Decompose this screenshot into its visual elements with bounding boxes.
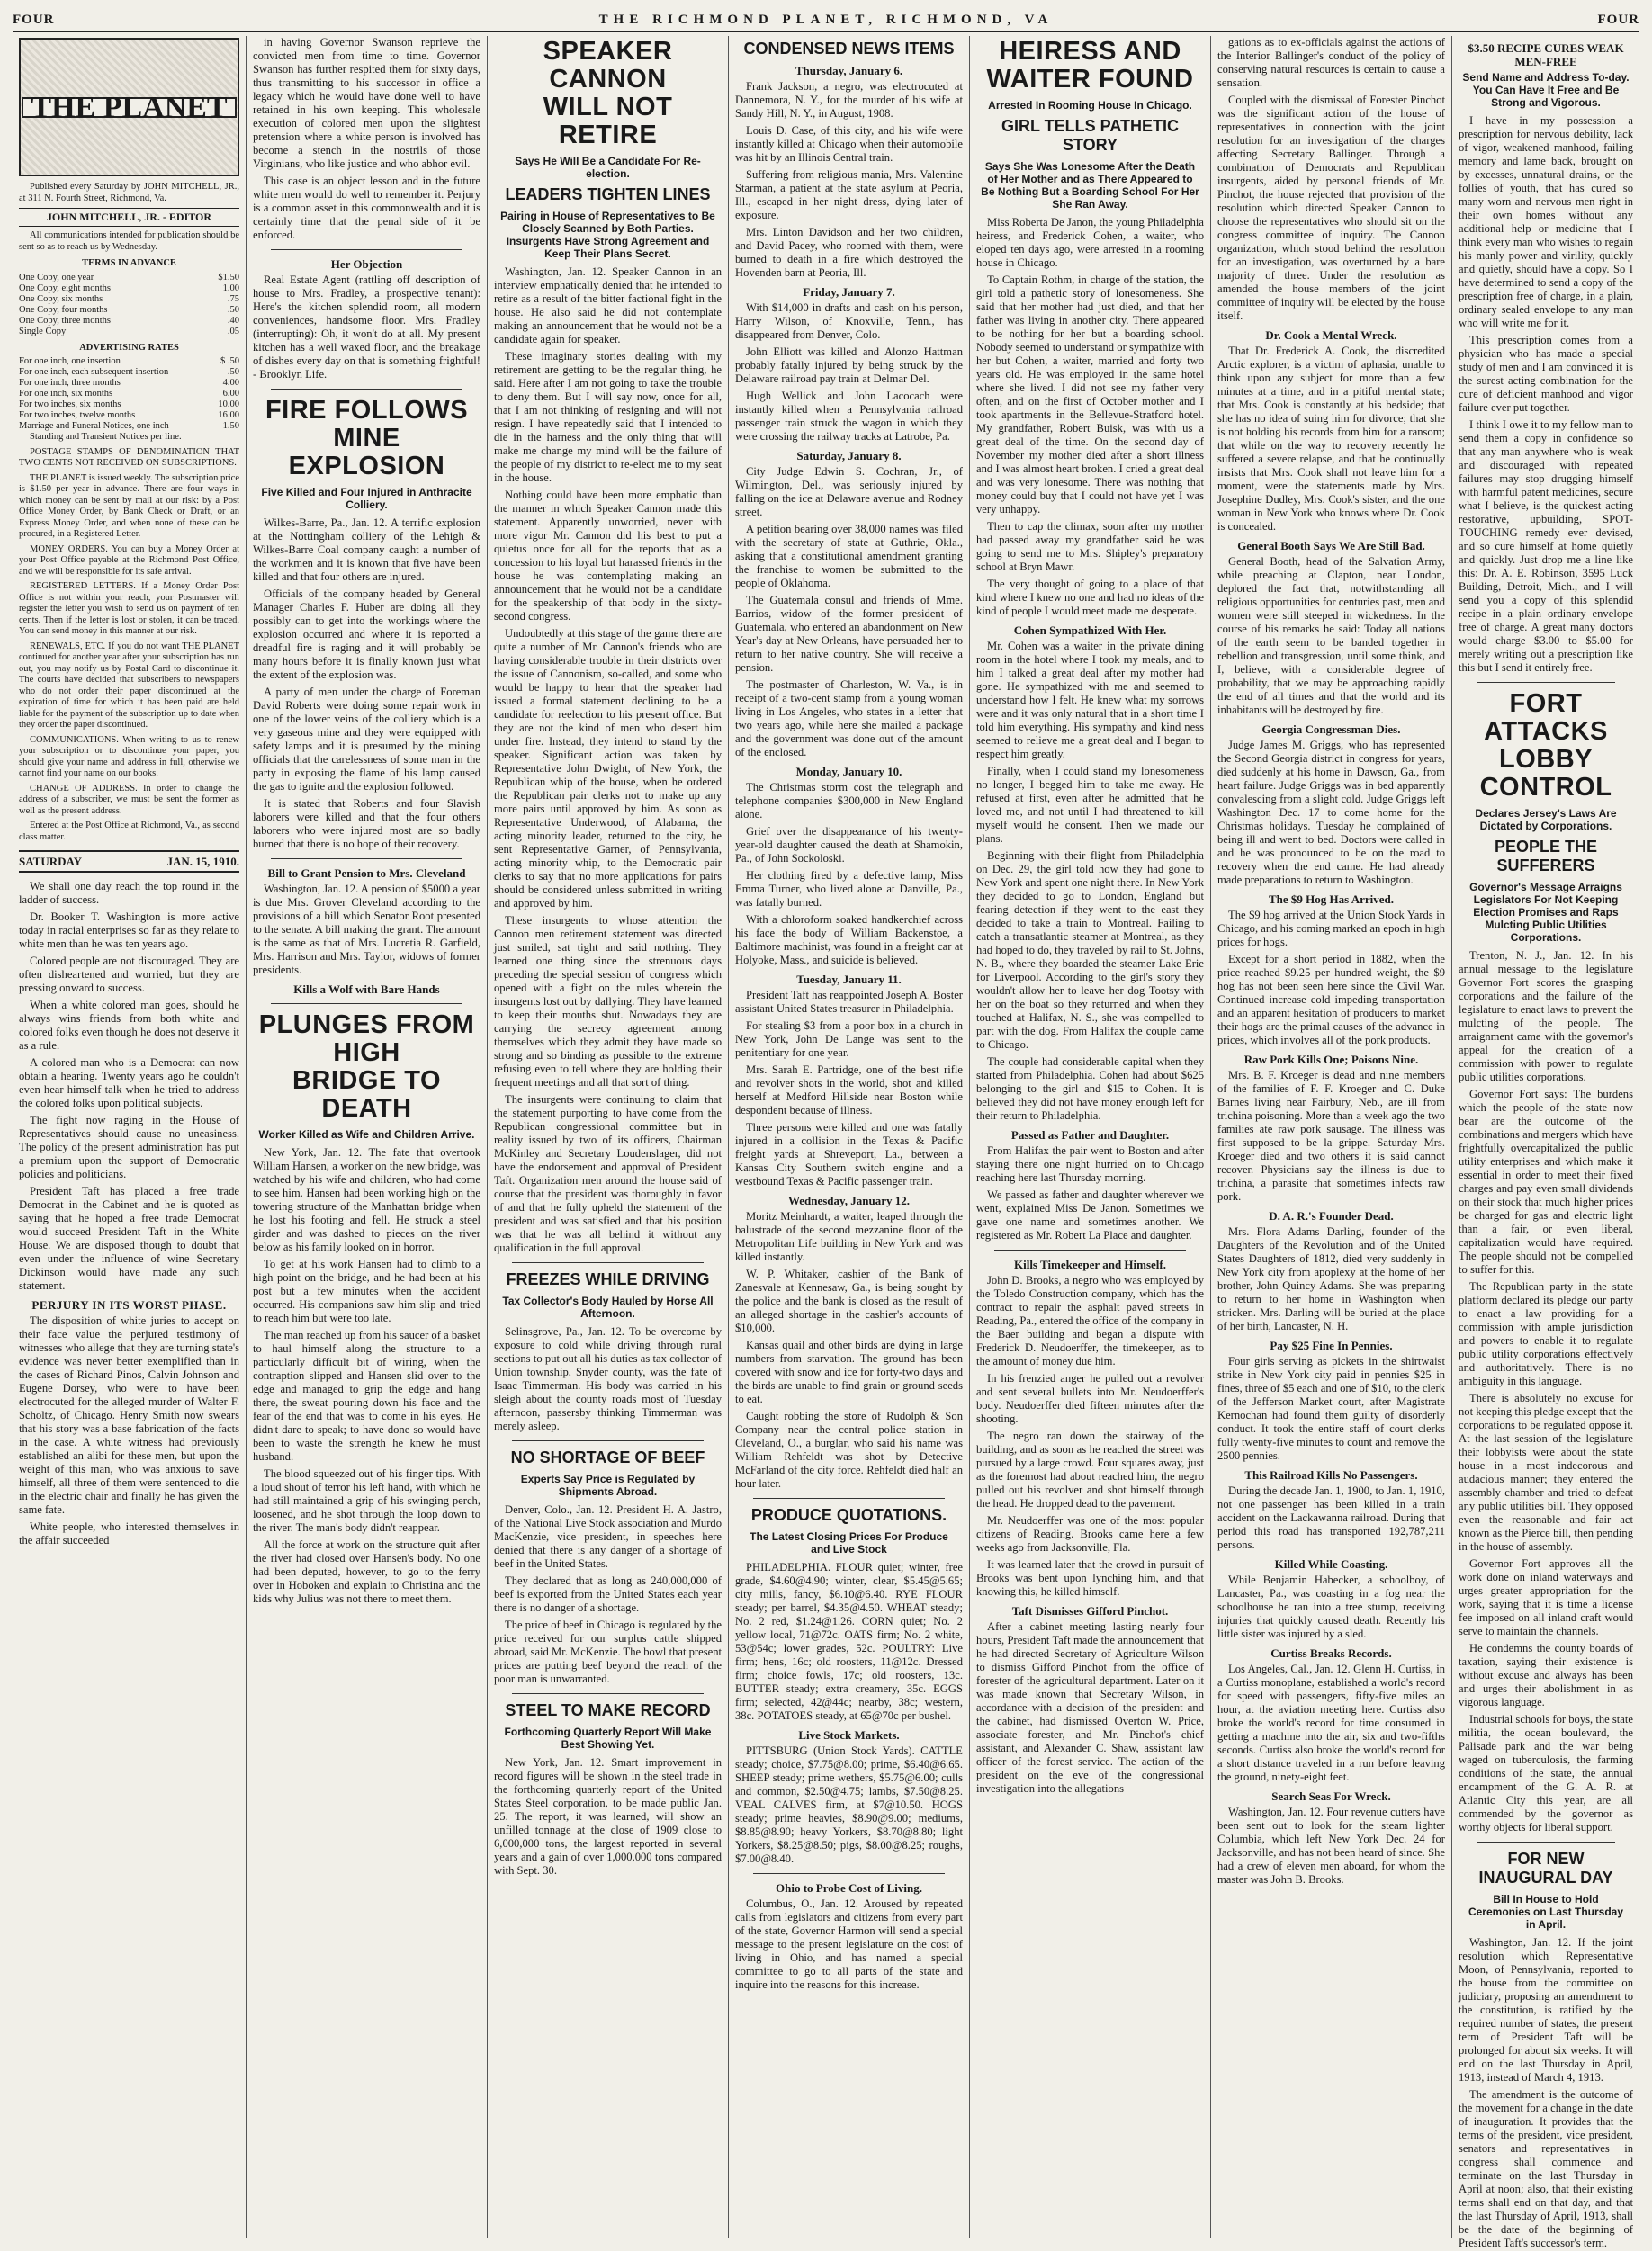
news-item: Grief over the disappearance of his twenty-year-old daughter caused the death at Shamokin, Pa., of John Sockoloski. [735, 825, 963, 865]
recipe-ad-headline: $3.50 RECIPE CURES WEAK MEN-FREE [1468, 41, 1624, 68]
page-number: FOUR [13, 12, 55, 27]
news-item: Three persons were killed and one was fatally injured in a collision in the Texas & Pacific freight yards at Shreveport, La., between a Kansas City Southern switch engine and a westbound Texas & Pacific passenger train. [735, 1121, 963, 1188]
terms-table [19, 273, 239, 337]
produce-deck: The Latest Closing Prices For Produce and Live Stock [750, 1530, 948, 1556]
fire-paragraph: It is stated that Roberts and four Slavish laborers were killed and that the four others laborers who were injured most are so badly burned that there is no hope of their recovery. [253, 797, 480, 850]
news-item: Her clothing fired by a defective lamp, Miss Emma Turner, who lived alone at Danville, Pa., was fatally burned. [735, 869, 963, 909]
recipe-ad-paragraph: I think I owe it to my fellow man to send them a copy in confidence so that any man anywhere who is weak and discouraged with repeated failures may stop drugging himself with harmful patent medicines, secure what I believe, is the quickest acting restorative, upbuilding, SPOT-TOUCHING remedy ever devised, and so cure himself at home quietly and quickly. Just drop me a line like this: Dr. A. E. Robinson, 3595 Luck Building, Detroit, Mich., and I will send you a copy of this splendid recipe in a plain ordinary envelope free of charge. A great many doctors would charge $3.00 to $5.00 for merely writing out a prescription like this but I send it entirely free. [1459, 418, 1633, 674]
cohen-paragraph: Mr. Cohen was a waiter in the private dining room in the hotel where I took my meals, and to him I talked a great deal after my mother had gone. He sympathized with me and seemed to understand how I felt. He knew what my sorrows were and it was only natural that in a short time I told him everything. His sympathy and kind ness seemed to relieve me a great deal and I began to respect him greatly. [976, 640, 1204, 760]
subscription-notice: THE PLANET is issued weekly. The subscription price is $1.50 per year in advance. There are four ways in which money can be sent by mail at our risk: by a Post Office Money Order, by Bank Check or Draft, or an Express Money Order, and when none of these can be procured, in a Registered Letter. [19, 472, 239, 539]
column-4 [729, 36, 970, 2238]
booth-text: General Booth, head of the Salvation Army, while preaching at Clapton, near London, deplored the fact that, notwithstanding all religious opportunities for centuries past, men and women were still steeped in wickedness. In the course of his remarks he said: Today all nations of the earth seem to be banded together in rebellion and transgression, until some think, and I, believe, with a considerable degree of probability, that we may be approaching rapidly the end of all times and that the world and its inhabitants will be destroyed by fire. [1217, 555, 1445, 716]
fort-paragraph: Governor Fort approves all the work done on inland waterways and urges greater appropriation for the work, saying that it is time a license fee imposed on all inland craft would serve to maintain the channels. [1459, 1557, 1633, 1637]
pathetic-story-deck: Says She Was Lonesome After the Death of Her Mother and as There Appeared to Be Nothing But a Boarding School For Her She Ran Away. [981, 160, 1199, 211]
ohio-text: Columbus, O., Jan. 12. Aroused by repeated calls from legislators and citizens from every part of the state, Governor Harmon will send a special message to the present legislature on the cost of living in Ohio, and has named a special committee to go to all parts of the state and inquire into the reasons for this increase. [735, 1897, 963, 1991]
heiress-deck: Arrested In Rooming House In Chicago. [988, 99, 1192, 112]
leaders-deck: Pairing in House of Representatives to Be Closely Scanned by Both Parties. Insurgents Have Strong Agreement and Keep Their Plans Secret. [500, 210, 715, 260]
editorial-paragraph: The fight now raging in the House of Representatives should cause no uneasiness. The policy of the present administration has put a premium upon the support of Democratic policies and politicians. [19, 1114, 239, 1180]
condensed-news-headline: CONDENSED NEWS ITEMS [743, 40, 955, 58]
divider [271, 389, 462, 390]
beef-paragraph: The price of beef in Chicago is regulated by the price received for our surplus cattle shipped abroad, said Mr. McKenzie. The bowl that present prices are putting beef beyond the reach of the poor man is unwarranted. [494, 1619, 722, 1685]
timekeeper-paragraph: The negro ran down the stairway of the building, and as soon as he reached the street was pursued by a large crowd. Four squares away, just as the foremost had about reached him, the negro pulled out his revolver and shot himself through the head. He dropped dead to the pavement. [976, 1430, 1204, 1510]
cook-text: That Dr. Frederick A. Cook, the discredited Arctic explorer, is a victim of aphasia, unable to think upon any subject for more than a few minutes at a time, and in a pitiful mental state; that Mrs. Cook is constantly at his bedside; that she has no idea of suing him for divorce; that she is not holding his records from him for a ransom; that while on the way to recovery recently he suffered a severe relapse, and that he continually insists that Mrs. Cook shall not leave him for a moment, were the statements made by Mrs. Josephine Dudley, Mrs. Cook's sister, and the one woman in New York who knows where Dr. Cook is concealed. [1217, 345, 1445, 533]
stamps-notice: POSTAGE STAMPS OF DENOMINATION THAT TWO CENTS NOT RECEIVED ON SUBSCRIPTIONS. [19, 446, 239, 468]
column-7 [1452, 36, 1639, 2249]
news-item: President Taft has reappointed Joseph A. Boster assistant United States treasurer in Philadelphia. [735, 989, 963, 1015]
plunge-paragraph: New York, Jan. 12. The fate that overtook William Hansen, a worker on the new bridge, was watched by his wife and children, who had come to see him. Hansen had been working high on the towering structure of the Manhattan bridge when he lost his footing and fell. He struck a steel girder and was dashed to pieces on the river below as his family looked on in horror. [253, 1146, 480, 1253]
booth-headline: General Booth Says We Are Still Bad. [1237, 539, 1425, 552]
divider [512, 1440, 704, 1441]
editorial-paragraph: We shall one day reach the top round in the ladder of success. [19, 880, 239, 906]
divider [753, 1498, 945, 1499]
news-item: The Christmas storm cost the telegraph and telephone companies $300,000 in New England alone. [735, 781, 963, 821]
editorial-paragraph: Dr. Booker T. Washington is more active today in racial enterprises so far as they relate to white men than he was ten years ago. [19, 910, 239, 950]
ads-title: ADVERTISING RATES [79, 342, 179, 353]
news-item: John Elliott was killed and Alonzo Hattman probably fatally injured by being struck by the Delaware railroad pay train at Delmar Del. [735, 345, 963, 385]
fire-deck: Five Killed and Four Injured in Anthracite Colliery. [261, 486, 472, 511]
issue-date: JAN. 15, 1910. [166, 855, 239, 868]
divider [512, 1262, 704, 1263]
editor-line: JOHN MITCHELL, JR. - EDITOR [19, 208, 239, 227]
terms-row: One Copy, eight months 1.00 [19, 282, 239, 293]
georgia-text: Judge James M. Griggs, who has represented the Second Georgia district in congress for years, died suddenly at his home in Dawson, Ga., from heart failure. Judge Griggs was in bed apparently convalescing from a slight cold. Judge Griggs left Washington Dec. 17 to come home for the Christmas holidays. Tuesday he complained of being ill and went to bed. Doctors were called in and he was pronounced to be on the road to recovery when the end came. He had already made preparations to return to Washington. [1217, 739, 1445, 886]
hog-paragraph: Except for a short period in 1882, when the price reached $9.25 per hundred weight, the $9 hog has not been seen here since the Civil War. Continued increase cold impeding transportation and an apparent hesitation of producers to market their hogs are the primal causes of the advance in prices, which involves all of the pork products. [1217, 953, 1445, 1046]
ads-row: For one inch, each subsequent insertion .50 [19, 367, 239, 377]
pension-headline: Bill to Grant Pension to Mrs. Cleveland [267, 866, 466, 880]
masthead [13, 9, 1639, 32]
heiress-headline: HEIRESS AND WAITER FOUND [986, 37, 1194, 94]
beef-paragraph: Denver, Colo., Jan. 12. President H. A. Jastro, of the National Live Stock association and Murdo MacKenzie, vice president, in speeches here denied that there is any danger of a shortage of beef in the United States. [494, 1503, 722, 1570]
produce-text: PHILADELPHIA. FLOUR quiet; winter, free grade, $4.60@4.90; winter, clear, $5.45@5.65; city mills, fancy, $6.10@6.40. RYE FLOUR steady; per barrel, $4.35@4.50. WHEAT steady; No. 2 red, $1.24@1.26. CORN quiet; No. 2 yellow local, 71@72c. OATS firm; No. 2 white, 53@54c; lower grades, 52c. POULTRY: Live firm; hens, 16c; old roosters, 11@12c. Dressed firm; choice fowls, 17c; old roosters, 13c. BUTTER steady; extra creamery, 35c. EGGS firm; selected, 42@44c; nearby, 38c; western, 38c. POTATOES steady, at 65@70c per bushel. [735, 1561, 963, 1722]
column-3 [488, 36, 729, 2238]
cannon-deck: Says He Will Be a Candidate For Re-election. [515, 155, 701, 180]
news-item: Kansas quail and other birds are dying in large numbers from starvation. The ground has been covered with snow and ice for forty-two days and the birds are unable to find grain or ground seeds to eat. [735, 1339, 963, 1405]
cannon-paragraph: The insurgents were continuing to claim that the statement purporting to have come from the Republican congressional committee but in reality issued by two of its officers, Chairman McKinley and Secretary Loudenslager, did not have the endorsement and approval of President Taft. Organization men around the house said of course that the president was thoroughly in favor of and that he fully upheld the statement of the president and was satisfied and that his position was that he was all behind it without any qualification in the full approval. [494, 1093, 722, 1254]
pathetic-story-headline: GIRL TELLS PATHETIC STORY [1001, 117, 1179, 154]
beef-deck: Experts Say Price is Regulated by Shipments Abroad. [520, 1473, 696, 1498]
day-heading: Saturday, January 8. [796, 449, 902, 462]
communications-notice: COMMUNICATIONS. When writing to us to renew your subscription or to discontinue your paper, you should give your name and address in full, otherwise we cannot find your name on our books. [19, 734, 239, 778]
ads-table [19, 356, 239, 432]
divider [271, 1003, 462, 1004]
news-item: With $14,000 in drafts and cash on his person, Harry Wilson, of Knoxville, Tenn., has disappeared from Denver, Colo. [735, 301, 963, 341]
plunge-paragraph: The blood squeezed out of his finger tips. With a loud shout of terror his left hand, with which he had still maintained a grip of his swinging perch, loosened, and he shot through the loop down to the river. The man's body didn't reappear. [253, 1467, 480, 1534]
inaugural-paragraph: Washington, Jan. 12. If the joint resolution which Representative Moon, of Pennsylvania, reported to the house from the committee on judiciary, proposing an amendment to the constitution, is ratified by the required number of states, the present term of President Taft will be prolonged for about six weeks. It will end on the last Thursday in April, 1913, instead of March 4, 1913. [1459, 1936, 1633, 2084]
georgia-headline: Georgia Congressman Dies. [1261, 722, 1401, 736]
freeze-text: Selinsgrove, Pa., Jan. 12. To be overcome by exposure to cold while driving through rural sections to put out all his duties as tax collector of Union township, Snyder county, was the fate of Isaac Timmerman. His body was carried in his sleigh about the county roads most of Tuesday afternoon, passersby thinking Timmerman was merely asleep. [494, 1325, 722, 1432]
day-heading: Monday, January 10. [795, 765, 902, 778]
fort-paragraph: Industrial schools for boys, the state militia, the ocean boulevard, the Palisade park and the war being waged on tuberculosis, the farming conditions of the state, the annual encampment of the G. A. R. at Atlantic City this year, are all commended by the governor as worthy objects for liberal support. [1459, 1713, 1633, 1834]
news-item: Suffering from religious mania, Mrs. Valentine Starman, a patient at the state asylum at Peoria, Ill., escaped in her night dress, dying later of exposure. [735, 168, 963, 221]
cohen-subhead: Cohen Sympathized With Her. [1013, 623, 1167, 637]
sufferers-deck: Governor's Message Arraigns Legislators For Not Keeping Election Promises and Raps Mulcting Public Utilities Corporations. [1469, 881, 1622, 944]
news-item: The postmaster of Charleston, W. Va., is in receipt of a two-cent stamp from a young woman living in Los Angeles, who states in a letter that two years ago, while here she mailed a package and the government was done out of the amount of the enclosed. [735, 678, 963, 758]
pennies-headline: Pay $25 Fine In Pennies. [1270, 1339, 1393, 1352]
fire-paragraph: Officials of the company headed by General Manager Charles F. Huber are doing all they possibly can to get into the workings where the explosion occurred and where it is reported a dreadful fire is raging and it will probably be many hours before it is finally known just what the extent of the explosion was. [253, 587, 480, 681]
column-6 [1211, 36, 1452, 2238]
coasting-text: While Benjamin Habecker, a schoolboy, of Lancaster, Pa., was coasting in a fog near the schoolhouse he ran into a tree stump, receiving injuries that quickly caused death. Recently his little sister was injured by a sled. [1217, 1574, 1445, 1640]
ads-row: Marriage and Funeral Notices, one inch 1.50 [19, 421, 239, 431]
registered-letters-notice: REGISTERED LETTERS. If a Money Order Post Office is not within your reach, your Postmaster will register the letter you wish to send us on payment of ten cents. Then if the letter is lost or stolen, it can be traced. You can send money in this manner at our risk. [19, 581, 239, 636]
column-2 [247, 36, 488, 2238]
inaugural-deck: Bill In House to Hold Ceremonies on Last Thursday in April. [1468, 1893, 1624, 1931]
cohen-paragraph: Beginning with their flight from Philadelphia on Dec. 29, the girl told how they had gone to New York and spent one night there. In New York they decided to go to London, England but fearing detection if they went to the east they decided to take a train to Montreal. Failing to catch a transatlantic steamer at Montreal, as they had hoped to do, they traveled by rail to St. Johns, N. B., where they boarded the steamer Lake Erie for Liverpool. According to the girl's story they wouldn't allow her to leave her dog Tootsy with her on the boat so they returned and when they touched at Halifax, N. S., she was compelled to part with the dog. From Halifax the couple came to Chicago. [976, 849, 1204, 1051]
plunge-paragraph: All the force at work on the structure quit after the river had closed over Hansen's body. No one had been deputed, however, to go to the ferry over in Hoboken and explain to Christina and the kids why Julius was not there to meet them. [253, 1538, 480, 1605]
steel-deck: Forthcoming Quarterly Report Will Make Best Showing Yet. [504, 1726, 712, 1751]
terms-row: Single Copy .05 [19, 326, 239, 336]
pinchot-continued: Coupled with the dismissal of Forester Pinchot was the significant action of the house of representatives in connection with the joint resolution for an investigation of the charges affecting Secretary Ballinger. Through a combination of Democrats and Republican insurgents, aided by personal friends of Mr. Pinchot, the house rejected that provision of the resolution which directed Speaker Cannon to choose the representatives who should sit on the congress committee of inquiry. The Cannon organization, which stood behind the resolution for an investigation, was overturned by a bare majority of three. Under the resolution as amended the house members of the joint committee of inquiry will be elected by the house itself. [1217, 94, 1445, 322]
terms-row: One Copy, one year $1.50 [19, 272, 239, 282]
news-item: With a chloroform soaked handkerchief across his face the body of William Backenstoe, a Baltimore machinist, was found in a freight car at Holyoke, Mass., and suicide is believed. [735, 913, 963, 966]
cook-headline: Dr. Cook a Mental Wreck. [1265, 328, 1397, 342]
cohen-paragraph: Finally, when I could stand my lonesomeness no longer, I begged him to take me away. He refused at first, even after he admitted that he loved me, and not until I had threatened to kill myself would he consent. Then we made our plans. [976, 765, 1204, 845]
day-heading: Thursday, January 6. [795, 64, 903, 77]
railroad-text: During the decade Jan. 1, 1900, to Jan. 1, 1910, not one passenger has been killed in a train accident on the Lackawanna railroad. During that period this road has transported 192,787,211 persons. [1217, 1484, 1445, 1551]
cannon-paragraph: Undoubtedly at this stage of the game there are quite a number of Mr. Cannon's friends who are having considerable trouble in their districts over the issue of Cannonism, so-called, and some who would be happy to hear that the speaker had issued a formal statement declining to be a candidate for reelection to his present office. But they are not the kind of men who desert him under fire. Instead, they intend to stand by the speaker. Significant action was taken by Representative John Dwight, of New York, the Republican whip of the house, when he ordered the Republican pair clerks not to make up any more pairs until approved by him. As soon as Representative Underwood, of Alabama, the acting minority leader, returned to the city, he sent Representative Garner, of Pennsylvania, acting minority whip, to the Democratic pair clerks to say that no more applications for pairs should be considered unless submitted in writing and approved by him. [494, 627, 722, 910]
beef-headline: NO SHORTAGE OF BEEF [510, 1448, 705, 1466]
livestock-headline: Live Stock Markets. [798, 1728, 900, 1742]
raw-pork-text: Mrs. B. F. Kroeger is dead and nine members of the families of F. F. Kroeger and C. Duke Barnes living near Fairbury, Neb., are ill from trichina poisoning. More than a week ago the two families ate raw pork sausage. The illness was first supposed to be la grippe. Saturday Mrs. Kroeger died and two others it is said cannot recover. Physicians say the illness is due to trichina, a parasite that sometimes infects raw pork. [1217, 1069, 1445, 1203]
issue-date-line [19, 850, 239, 873]
fire-paragraph: Wilkes-Barre, Pa., Jan. 12. A terrific explosion at the Nottingham colliery of the Lehigh & Wilkes-Barre Coal company caught a number of the workmen and it is known that five have been killed and that four others are injured. [253, 516, 480, 583]
divider [753, 1873, 945, 1874]
inaugural-headline: FOR NEW INAUGURAL DAY [1478, 1850, 1613, 1887]
fort-deck: Declares Jersey's Laws Are Dictated by Corporations. [1475, 807, 1617, 832]
divider [271, 249, 462, 250]
cannon-headline: SPEAKER CANNON WILL NOT RETIRE [543, 37, 673, 149]
cannon-paragraph: Nothing could have been more emphatic than the manner in which Speaker Cannon made this statement. Apparently unworried, never with more vigor Mr. Cannon did his best to put a quietus once for all for the reports that as a concession to his loyal but harassed friends in the house he was contemplating making an announcement that he would not be a candidate for the speakership of that body in the sixty-second congress. [494, 489, 722, 623]
newspaper-title: THE RICHMOND PLANET, RICHMOND, VA [598, 12, 1054, 27]
day-heading: Tuesday, January 11. [796, 973, 902, 986]
terms-title: TERMS IN ADVANCE [82, 258, 176, 268]
passed-paragraph: We passed as father and daughter wherever we went, explained Miss De Janon. Sometimes we gave one name and sometimes another. We registered as Mr. Robert La Place and daughter. [976, 1188, 1204, 1242]
news-item: Moritz Meinhardt, a waiter, leaped through the balustrade of the second mezzanine floor of the Metropolitan Life building in New York and was killed instantly. [735, 1210, 963, 1263]
renewals-notice: RENEWALS, ETC. If you do not want THE PLANET continued for another year after your subscription has run out, you may notify us by Postal Card to discontinue it. The courts have decided that subscribers to newspapers who do not order their paper discontinued at the expiration of time for which it has been paid are held liable for the payment of the subscription up to date when they order the paper discontinued. [19, 641, 239, 730]
news-item: W. P. Whitaker, cashier of the Bank of Zanesvale at Kennesaw, Ga., is being sought by the police and the bank is closed as the result of an alleged shortage in the cashier's accounts of $10,000. [735, 1268, 963, 1334]
leaders-headline: LEADERS TIGHTEN LINES [505, 185, 711, 203]
fort-paragraph: Governor Fort says: The burdens which the people of the state now bear are the outcome of the combinations and mergers which have frightfully overcapitalized the public utility enterprises and which make it essential in order to meet their fixed charges and pay even small dividends on their stock that much higher prices be charged for gas and electric light than a fair, or even liberal, capitalization would have required. The people should not be compelled to suffer for this. [1459, 1088, 1633, 1276]
inaugural-paragraph: The amendment is the outcome of the movement for a change in the date of inauguration. It provides that the terms of the president, vice president, senators and representatives in congress shall commence and terminate on the last Thursday in April at noon; also, that their existing terms shall end on that day, and that the last Thursday of April, 1913, shall be the date of the beginning of President Taft's successor's term. [1459, 2088, 1633, 2249]
perjury-paragraph: White people, who interested themselves in the affair succeeded [19, 1520, 239, 1547]
pinchot-paragraph: After a cabinet meeting lasting nearly four hours, President Taft made the announcement that he had directed Secretary of Agriculture Wilson to dismiss Gifford Pinchot from the office of forester of the agricultural department. Later on it was made known that Secretary Wilson, in accordance with a decision of the president and the cabinet, had dismissed Overton W. Price, associate forester, and Mr. Pinchot's chief assistant, and Alexander C. Shaw, assistant law officer of the forest service. The action of the president on the eve of the congressional investigation into the allegations [976, 1620, 1204, 1795]
dar-text: Mrs. Flora Adams Darling, founder of the Daughters of the Revolution and of the United States Daughters of 1812, died very suddenly in New York city from apoplexy at the home of her brother, John Quincy Adams. She was preparing to return to her home in Washington when stricken. Mrs. Darling will be buried at the place of her birth, Lancaster, N. H. [1217, 1225, 1445, 1332]
curtiss-headline: Curtiss Breaks Records. [1270, 1646, 1392, 1660]
cannon-paragraph: These insurgents to whose attention the Cannon men retirement statement was directed just smiled, sat tight and said nothing. They learned one thing since the strenuous days preceding the special session of congress which opened with a fight on the rules wherein the insurgents lost out by dallying. They have learned to keep their mouths shut. Nowadays they are carrying the secrecy agreement among themselves which they admit they have made so strong and so binding as possible to the extreme refusing even to tell where they are holding their frequent meetings and all that sort of thing. [494, 914, 722, 1089]
passed-paragraph: From Halifax the pair went to Boston and after staying there one night hurried on to Chicago reaching here last Thursday morning. [976, 1144, 1204, 1184]
pennies-text: Four girls serving as pickets in the shirtwaist strike in New York city paid in pennies $25 in fines, three of $5 each and one of $10, to the clerk of the Jefferson Market court, after Magistrate Kernochan had found them guilty of disorderly conduct. It took the entire staff of court clerks fully twenty-five minutes to count and remove the 2500 pennies. [1217, 1355, 1445, 1462]
livestock-text: PITTSBURG (Union Stock Yards). CATTLE steady; choice, $7.75@8.00; prime, $6.40@6.65. SHEEP steady; prime wethers, $5.75@6.00; culls and common, $2.50@4.75; lambs, $7.50@8.25. VEAL CALVES firm, at $7@10.50. HOGS steady; prime heavies, $8.90@9.00; mediums, $8.85@8.90; heavy Yorkers, $8.70@8.80; light Yorkers, $8.25@8.50; pigs, $8.00@8.25; roughs, $7.00@8.40. [735, 1744, 963, 1865]
day-heading: Wednesday, January 12. [787, 1194, 911, 1207]
news-item: The Guatemala consul and friends of Mme. Barrios, widow of the former president of Guatemala, who entered an abandonment on New Year's day at New Orleans, have persuaded her to return to her native country. She will receive a pension. [735, 594, 963, 674]
publisher-line: Published every Saturday by JOHN MITCHELL, JR., at 311 N. Fourth Street, Richmond, Va. [19, 182, 239, 203]
news-item: A petition bearing over 38,000 names was filed with the secretary of state at Guthrie, Okla., asking that a constitutional amendment granting the franchise to women be submitted to the people of Oklahoma. [735, 523, 963, 589]
recipe-ad-paragraph: This prescription comes from a physician who has made a special study of men and I am convinced it is the surest acting combination for the cure of deficient manhood and vigor failure ever put together. [1459, 334, 1633, 414]
sufferers-headline: PEOPLE THE SUFFERERS [1494, 838, 1598, 874]
money-order-notice: MONEY ORDERS. You can buy a Money Order at your Post Office payable at the Richmond Post Office, and we will be responsible for its safe arrival. [19, 543, 239, 577]
objection-text: Real Estate Agent (rattling off description of house to Mrs. Fradley, a prospective tenant): Here's the kitchen splendid room, all modern conveniences, handsome floor. Mrs. Fradley (interrupting): Oh, it won't do at all. My present kitchen has a well waxed floor, and the breakage of dishes every day on that is something frightful! - Brooklyn Life. [253, 274, 480, 381]
dar-headline: D. A. R.'s Founder Dead. [1269, 1209, 1394, 1223]
column-1 [13, 36, 247, 2238]
change-address-notice: CHANGE OF ADDRESS. In order to change the address of a subscriber, we must be sent the former as well as the present address. [19, 783, 239, 816]
news-item: Mrs. Sarah E. Partridge, one of the best rifle and revolver shots in the world, shot and killed herself at Medford Hillside near Boston while despondent because of illness. [735, 1063, 963, 1117]
heiress-paragraph: Miss Roberta De Janon, the young Philadelphia heiress, and Frederick Cohen, a waiter, who eloped ten days ago, were arrested in a rooming house in Chicago. [976, 216, 1204, 269]
heiress-paragraph: Then to cap the climax, soon after my mother had passed away my grandfather said he was going to send me to Mrs. Shipley's preparatory school at Bryn Mawr. [976, 520, 1204, 573]
terms-row: One Copy, six months .75 [19, 293, 239, 304]
ads-note: Standing and Transient Notices per line. [30, 432, 182, 442]
news-item: Mrs. Linton Davidson and her two children, and David Pacey, who roomed with them, were burned to death in a fire which destroyed the Hovenden barn at Peoria, Ill. [735, 226, 963, 279]
editorial-paragraph: A colored man who is a Democrat can now obtain a hearing. Twenty years ago he couldn't even hear himself talk when he tried to address the colored folks upon political subjects. [19, 1056, 239, 1109]
hog-paragraph: The $9 hog arrived at the Union Stock Yards in Chicago, and his coming marked an epoch in high prices for hogs. [1217, 909, 1445, 948]
planet-logo-text: THE PLANET [22, 97, 236, 118]
perjury-continued: This case is an object lesson and in the future white men would do well to remember it. Perjury is a common asset in this commonwealth and it is certainly time that the penal side of it be enforced. [253, 175, 480, 241]
entered-notice: Entered at the Post Office at Richmond, Va., as second class matter. [19, 821, 239, 842]
terms-row: One Copy, three months .40 [19, 315, 239, 326]
news-item: Hugh Wellick and John Lacocach were instantly killed when a Pennsylvania railroad passenger train struck the wagon in which they were crossing the railway tracks at Latrobe, Pa. [735, 390, 963, 443]
perjury-continued: in having Governor Swanson reprieve the convicted men from time to time. Governor Swanson has further respited them for sixty days, thus transmitting to his successor in office a legacy which he would have done well to have retained in his own keeping. This wholesale execution of colored men upon the slightest pretension where a white person is involved has become a stench in the nostrils of those Virginians, who like justice and who abhor evil. [253, 36, 480, 170]
perjury-paragraph: The disposition of white juries to accept on their face value the perjured testimony of witnesses who allege that they are turning state's evidence was never better exemplified than in the cases of Richard Pinos, Calvin Johnson and Eugene Dorsey, who were to have been electrocuted for the alleged murder of Walter F. Scholtz, of Chicago. Henry Smith now swears that his story was a base fabrication of the facts in the case. A white witness had previously established an alibi for these men, but upon the weight of this man, who was anxious to save himself, all three of them were sentenced to die in the electric chair and finally he has given the same fate. [19, 1314, 239, 1516]
news-item: City Judge Edwin S. Cochran, Jr., of Wilmington, Del., was seriously injured by falling on the ice at Delaware avenue and Rodney street. [735, 465, 963, 518]
heiress-paragraph: The very thought of going to a place of that kind where I knew no one and had no ideas of the kind of people I would meet made me desperate. [976, 578, 1204, 617]
terms-row: One Copy, four months .50 [19, 304, 239, 315]
divider [512, 1693, 704, 1694]
timekeeper-paragraph: It was learned later that the crowd in pursuit of Brooks was bent upon lynching him, and that knowing this, he killed himself. [976, 1558, 1204, 1598]
perjury-headline: PERJURY IN ITS WORST PHASE. [31, 1298, 227, 1312]
plunge-deck: Worker Killed as Wife and Children Arrive. [258, 1128, 475, 1141]
fort-paragraph: The Republican party in the state platform declared its pledge our party to enact a law providing for a commission with ample jurisdiction and powers to enable it to regulate public utility corporations effectively and authoritatively. There is no ambiguity in this language. [1459, 1280, 1633, 1387]
ads-row: For two inches, twelve months 16.00 [19, 410, 239, 420]
news-item: Louis D. Case, of this city, and his wife were instantly killed at Chicago when their automobile was hit by an Illinois Central train. [735, 124, 963, 164]
freeze-headline: FREEZES WHILE DRIVING [506, 1270, 710, 1288]
news-item: For stealing $3 from a poor box in a church in New York, John De Lange was sent to the penitentiary for one year. [735, 1019, 963, 1059]
fort-headline: FORT ATTACKS LOBBY CONTROL [1479, 689, 1612, 802]
plunge-paragraph: To get at his work Hansen had to climb to a high point on the bridge, and he had been at his post but a few minutes when the accident occurred. His companions saw him slip and tried to reach him but were too late. [253, 1258, 480, 1324]
news-item: Frank Jackson, a negro, was electrocuted at Dannemora, N. Y., for the murder of his wife at Sandy Hill, N. Y., in August, 1908. [735, 80, 963, 120]
pinchot-headline: Taft Dismisses Gifford Pinchot. [1011, 1604, 1169, 1618]
raw-pork-headline: Raw Pork Kills One; Poisons Nine. [1243, 1053, 1419, 1066]
timekeeper-paragraph: Mr. Neudoerffer was one of the most popular citizens of Reading. Brooks came here a few weeks ago from Jacksonville, Fla. [976, 1514, 1204, 1554]
fort-paragraph: There is absolutely no excuse for not keeping this pledge except that the corporations to be regulated oppose it. At the last session of the legislature their lobbyists were about the state house in a most indecorous and audacious manner; they entered the assembly chamber and tried to defeat any public utilities bill. They opposed even the reasonable and fair act known as the Pierce bill, then pending in the house of assembly. [1459, 1392, 1633, 1553]
editorial-paragraph: President Taft has placed a free trade Democrat in the Cabinet and he is quoted as saying that he hoped a free trade Democrat would succeed President Taft in the White House. We are disposed though to doubt that even under the influence of wine Secretary Dickinson would have made any such statement. [19, 1185, 239, 1292]
planet-logo [19, 38, 239, 176]
cohen-paragraph: The couple had considerable capital when they started from Philadelphia. Cohen had about $625 belonging to the girl and $15 to Cohen. It is believed they did not have money enough left for their return to Philadelphia. [976, 1055, 1204, 1122]
fort-paragraph: He condemns the county boards of taxation, saying their existence is without excuse and always has been and urges their abolishment in as vigorous language. [1459, 1642, 1633, 1708]
steel-headline: STEEL TO MAKE RECORD [505, 1701, 711, 1719]
editorial-paragraph: When a white colored man goes, should he always wins friends from both white and colored folks even though he does not deserve it as a rule. [19, 999, 239, 1052]
fire-paragraph: A party of men under the charge of Foreman David Roberts were doing some repair work in one of the lower veins of the colliery which is a very gaseous mine and they were equipped with safety lamps and it is presumed by the mining officials that the carelessness of some man in the party in exposing the flame of his lamp caused the gas to ignite and the explosion followed. [253, 686, 480, 793]
plunge-paragraph: The man reached up from his saucer of a basket to haul himself along the structure to a particularly difficult bit of wiring, when the contraption slipped and Hansen slid over to the edge and managed to grip the edge and hang there, the sweat pouring down his face and the fear of the end that was to come in his eyes. He didn't dare to speak; to have done so would have been to waste the strength he knew he must husband. [253, 1329, 480, 1463]
ads-row: For one inch, three months 4.00 [19, 378, 239, 388]
plunge-headline: PLUNGES FROM HIGH BRIDGE TO DEATH [258, 1010, 475, 1123]
timekeeper-paragraph: John D. Brooks, a negro who was employed by the Toledo Construction company, which has the contract to repair the asphalt paved streets in Reading, Pa., entered the office of the company in the Baer building and began a dispute with Frederick D. Neudoerffer, the timekeeper, as to the amount of money due him. [976, 1274, 1204, 1368]
ads-row: For one inch, one insertion $ .50 [19, 356, 239, 366]
search-headline: Search Seas For Wreck. [1271, 1789, 1391, 1803]
fort-paragraph: Trenton, N. J., Jan. 12. In his annual message to the legislature Governor Fort scores the grasping corporations and the failure of the legislature to enact laws to prevent the mulcting of the people. The arraignment came with the governor's appeal for the creation of a commission with power to regulate public utilities corporations. [1459, 949, 1633, 1083]
fire-headline: FIRE FOLLOWS MINE EXPLOSION [265, 396, 469, 480]
recipe-ad-deck: Send Name and Address To-day. You Can Have It Free and Be Strong and Vigorous. [1462, 71, 1630, 109]
pension-text: Washington, Jan. 12. A pension of $5000 a year is due Mrs. Grover Cleveland according to the provisions of a bill which Senator Root presented to the senate. A bill making the grant. The amount is the same as that of Mrs. Lucretia R. Garfield, Mrs. Harrison and Mrs. Taylor, widows of former presidents. [253, 883, 480, 976]
divider [994, 1250, 1186, 1251]
timekeeper-paragraph: In his frenzied anger he pulled out a revolver and sent several bullets into Mr. Neudoerffer's body. Neudoerffer died fifteen minutes after the shooting. [976, 1372, 1204, 1425]
cannon-paragraph: These imaginary stories dealing with my retirement are getting to be the regular thing, he said. Here after I am not going to take the trouble to deny them. But I will say now, once for all, that I am not thinking of resigning and will not resign. I have repeatedly said that I intended to die in the harness and the only thing that will make me change my mind will be the failure of the people of my district to re-elect me to my seat in the house. [494, 350, 722, 484]
issue-day: SATURDAY [19, 855, 83, 868]
column-5 [970, 36, 1211, 2238]
recipe-ad-paragraph: I have in my possession a prescription for nervous debility, lack of vigor, weakened manhood, failing memory and lame back, brought on by excesses, unnatural drains, or the follies of youth, that has cured so many worn and nervous men right in their own homes without any additional help or medicine that I think every man who wishes to regain his manly power and virility, quickly and quietly, should have a copy. So I have determined to send a copy of the prescription free of charge, in a plain, ordinary sealed envelope to any man who will write me for it. [1459, 114, 1633, 329]
day-heading: Friday, January 7. [803, 285, 895, 299]
objection-headline: Her Objection [330, 257, 403, 271]
curtiss-text: Los Angeles, Cal., Jan. 12. Glenn H. Curtiss, in a Curtiss monoplane, established a world's record for speed with passengers, fifty-five miles an hour, at the aviation meeting here. Curtiss also broke the world's record for time consumed in getting a machine into the air, six and two-fifths seconds. Curtiss also broke the world's record for a short distance traveled in a run before leaving the ground, ninety-eight feet. [1217, 1663, 1445, 1783]
page-number-right: FOUR [1597, 12, 1639, 27]
wolf-headline: Kills a Wolf with Bare Hands [293, 982, 440, 996]
steel-text: New York, Jan. 12. Smart improvement in record figures will be shown in the steel trade in the forthcoming quarterly report of the United States Steel corporation, to be made public Jan. 25. The report, it was learned, will show an unfilled tonnage at the close of 1909 close to 6,000,000 tons, the largest reported in several years and a gain of over 1,000,000 tons compared with Sept. 30. [494, 1756, 722, 1877]
ads-row: For two inches, six months 10.00 [19, 399, 239, 409]
beef-paragraph: They declared that as long as 240,000,000 of beef is exported from the United States each year there is no danger of a shortage. [494, 1574, 722, 1614]
cannon-paragraph: Washington, Jan. 12. Speaker Cannon in an interview emphatically denied that he intended to retire as a result of the bitter factional fight in the house. He also said he did not contemplate making an announcement that he would not be a candidate again for speaker. [494, 265, 722, 345]
search-text: Washington, Jan. 12. Four revenue cutters have been sent out to look for the steam lighter Columbia, which left New York Dec. 24 for Jacksonville, and has not been heard of since. She had a crew of eleven men aboard, for whom the master was John B. Brooks. [1217, 1806, 1445, 1886]
divider [1477, 682, 1615, 683]
hog-headline: The $9 Hog Has Arrived. [1268, 892, 1395, 906]
timekeeper-headline: Kills Timekeeper and Himself. [1013, 1258, 1166, 1271]
produce-headline: PRODUCE QUOTATIONS. [750, 1506, 947, 1524]
ads-row: For one inch, six months 6.00 [19, 389, 239, 399]
editorial-paragraph: Colored people are not discouraged. They are often disheartened and worried, but they are pressing onward to success. [19, 955, 239, 994]
ohio-headline: Ohio to Probe Cost of Living. [776, 1881, 922, 1895]
coasting-headline: Killed While Coasting. [1274, 1557, 1388, 1571]
pinchot-continued: gations as to ex-officials against the actions of the Interior Ballinger's conduct of the policy of conserving natural resources is certain to cause a sensation. [1217, 36, 1445, 89]
divider [271, 858, 462, 859]
freeze-deck: Tax Collector's Body Hauled by Horse All Afternoon. [502, 1295, 714, 1320]
railroad-headline: This Railroad Kills No Passengers. [1244, 1468, 1418, 1482]
communications-note: All communications intended for publication should be sent so as to reach us by Wednesday. [19, 230, 239, 252]
passed-subhead: Passed as Father and Daughter. [1010, 1128, 1170, 1142]
news-item: Caught robbing the store of Rudolph & Son Company near the central police station in Cleveland, O., a burglar, who said his name was William Rehfeldt was shot by Detective McFarland of the city force. Rehfeldt died half an hour later. [735, 1410, 963, 1490]
heiress-paragraph: To Captain Rothm, in charge of the station, the girl told a pathetic story of lonesomeness. She said that her mother had just died, and that her father was living in another city. There appeared to be nothing for her but a boarding school. Nobody seemed to understand or sympathize with her but Cohen, a waiter, married and forty two years old. He was employed in the same hotel where she lived. I did not see my father very often, and on the first of October mother and I took apartments in the Bellevue-Stratford hotel. My grandfather, Robert Buisk, was with us a great deal of the time. On the second day of November my mother died after a short illness and I was almost heart broken. I cried a great deal and was very lonesome. There was nothing that money could buy that I could not have yet I was very unhappy. [976, 274, 1204, 516]
divider [1477, 1842, 1615, 1843]
